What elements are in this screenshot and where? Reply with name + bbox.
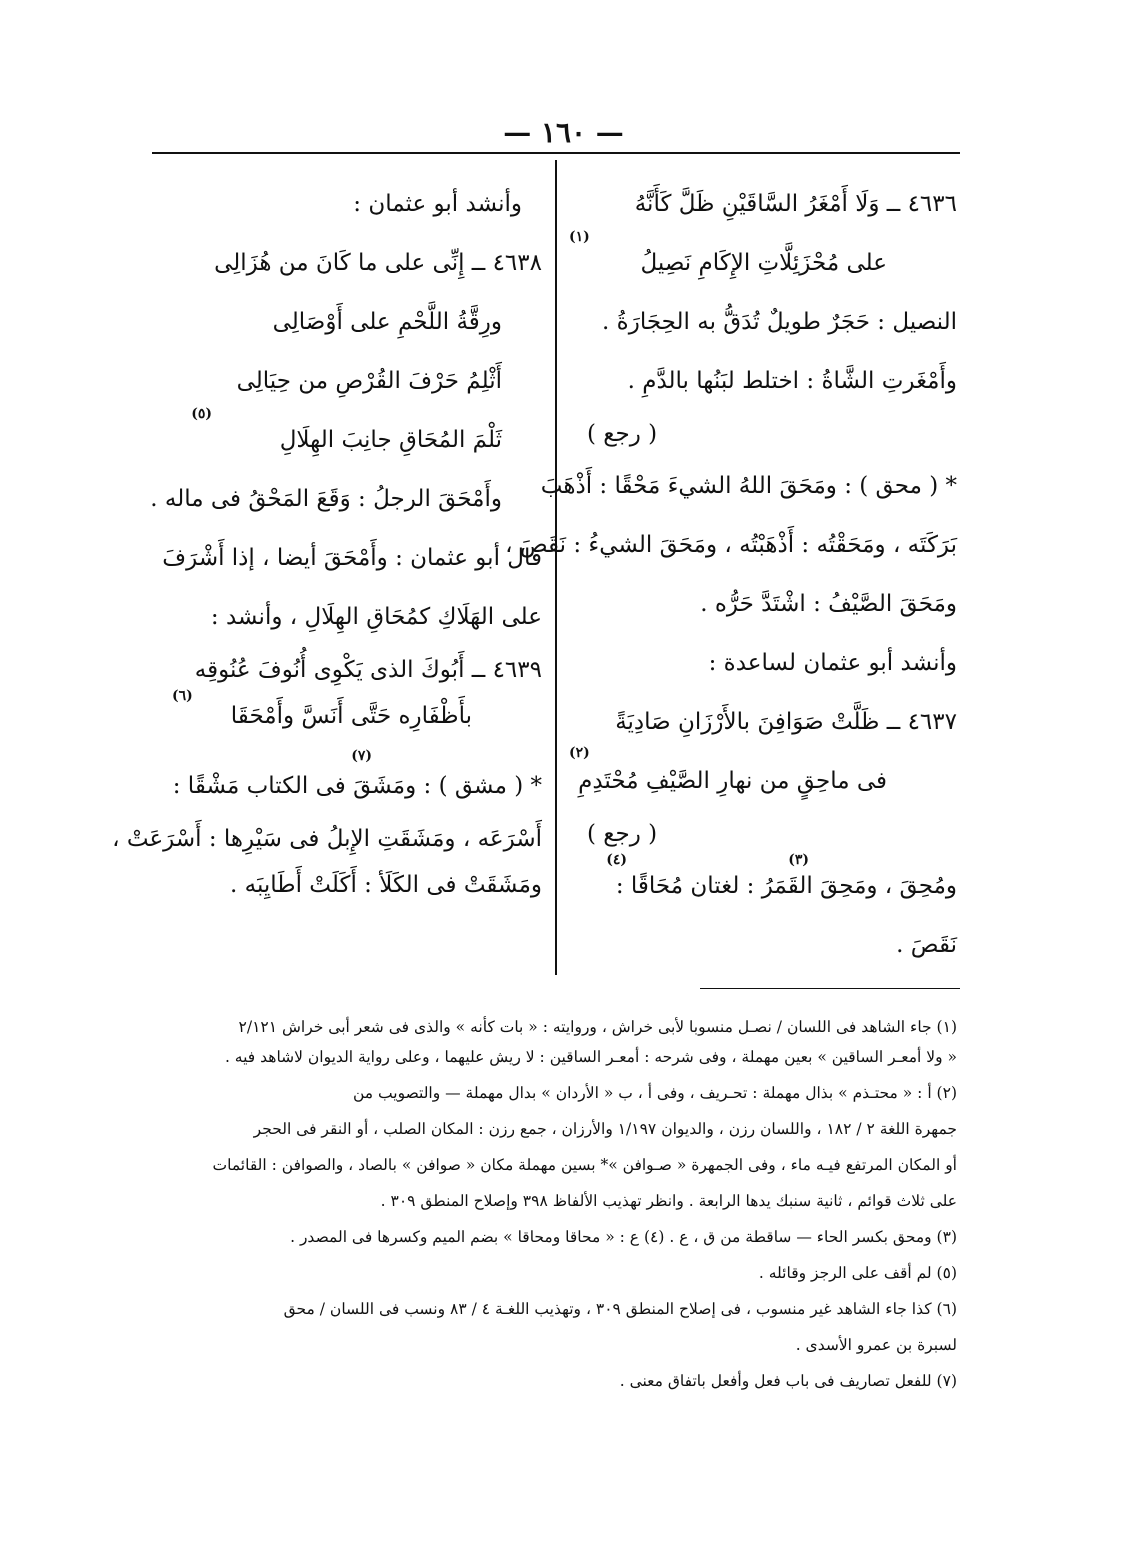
verse-4636-line-2 (569, 229, 957, 293)
header-rule (152, 152, 960, 154)
footnote-7: (٧) للفعل تصاريف فى باب فعل وأفعل باتفاق معنى . (619, 1372, 957, 1390)
verse-4636-line-1: ٤٦٣٦ ــ وَلَا أَمْغَرُ السَّاقَيْنِ ظَلَّ كَأَنَّهُ (634, 191, 957, 217)
footnote-mark-1: (١) (569, 229, 590, 245)
text-line: وأَمْغَرتِ الشَّاةُ : اختلط لبَنُها بالدَّمِ . (627, 368, 957, 394)
page-number: — ١٦٠ — (503, 116, 624, 149)
right-column (505, 175, 957, 975)
section-marker: ( رجع ) (587, 821, 658, 847)
footnote-3-4: (٣) ومحق بكسر الحاء — ساقطة من ق ، ع . (٤) ع : « محاقا ومحاقا » بضم الميم وكسرها فى المصدر . (290, 1228, 957, 1246)
verse-4638-line-1: ٤٦٣٨ ــ إِنِّى على ما كَانَ من هُزَالِى (214, 250, 542, 276)
footnote-mark-6: (٦) (172, 688, 193, 704)
verse-4637-line-1: ٤٦٣٧ ــ ظَلَّتْ صَوَافِنَ بالأَرْزَانِ صَادِيَةً (615, 709, 957, 735)
text-line: وأَمْحَقَ الرجلُ : وَقَعَ المَحْقُ فى ماله . (150, 486, 502, 512)
footnote-6-line-1: (٦) كذا جاء الشاهد غير منسوب ، فى إصلاح المنطق ٣٠٩ ، وتهذيب اللغـة ٤ / ٨٣ ونسب فى اللسان / محق (283, 1300, 957, 1318)
entry-heading-mshq (152, 748, 542, 816)
footnote-6-line-2: لسبرة بن عمرو الأسدى . (795, 1336, 957, 1354)
text-line: وأنشد أبو عثمان لساعدة : (708, 650, 957, 676)
text-line: على الهَلَاكِ كمُحَاقِ الهِلَالِ ، وأنشد : (210, 604, 542, 630)
text-line: ومَشَقَتْ فى الكَلَأ : أَكَلَتْ أَطَايِبَه . (230, 872, 542, 898)
footnote-mark-4: (٤) (606, 852, 627, 868)
footnote-5: (٥) لم أقف على الرجز وقائله . (758, 1264, 957, 1282)
text-line: أَسْرَعَه ، ومَشَقَتِ الإِبلُ فى سَيْرِها : أَسْرَعَتْ ، (112, 826, 542, 852)
line-text: * ( مشق ) : ومَشَقَ فى الكتاب مَشْقًا : (172, 773, 542, 799)
footnote-rule (700, 988, 960, 989)
text-line: ومَحَقَ الصَّيْفُ : اشْتَدَّ حَرُّه . (700, 591, 957, 617)
verse-4638-line-4 (152, 406, 542, 470)
footnote-mark-2: (٢) (569, 745, 590, 761)
text-line: قال أبو عثمان : وأَمْحَقَ أيضا ، إذا أَشْرَفَ (162, 545, 542, 571)
verse-4637-line-2 (569, 745, 957, 811)
footnote-2-line-2: جمهرة اللغة ٢ / ١٨٢ ، واللسان رزن ، والديوان ١/١٩٧ والأرزان ، جمع رزن : المكان الصلب ، أو النقر فى الحجر (253, 1120, 957, 1138)
text-line: النصيل : حَجَرٌ طويلٌ تُدَقُّ به الحِجَارَةُ . (602, 309, 957, 335)
section-marker: ( رجع ) (587, 421, 658, 447)
footnote-1-line-1: (١) جاء الشاهد فى اللسان / نصـل منسوبا لأبى خراش ، وروايته : « بات كأنه » والذى فى شعر أبى خراش ٢/١٢١ (238, 1018, 957, 1036)
verse-4639-line-1: ٤٦٣٩ ــ أَبُوكَ الذى يَكْوِى أُنُوفَ عُنُوقِه (194, 657, 542, 683)
left-column (112, 175, 542, 908)
footnote-2-line-4: على ثلاث قوائم ، ثانية سنبك يدها الرابعة . وانظر تهذيب الألفاظ ٣٩٨ وإصلاح المنطق ٣٠٩ . (380, 1192, 957, 1210)
entry-heading-mhq: * ( محق ) : ومَحَقَ اللهُ الشيءَ مَحْقًا : أَذْهَبَ (540, 473, 957, 499)
verse-text: ثَلْمَ المُحَاقِ جانِبَ الهِلَالِ (279, 427, 502, 453)
footnote-mark-7: (٧) (351, 748, 372, 764)
footnote-1-line-2: « ولا أمعـر الساقين » بعين مهملة ، وفى شرحه : أمعـر الساقين : لا ريش عليهما ، وعلى رواية الديوان لاشاهد فيه . (224, 1048, 957, 1066)
text-line (577, 852, 957, 916)
verse-text: على مُحْزَئِلَّاتِ الإِكَامِ نَصِيلُ (640, 250, 887, 276)
text-line: وأنشد أبو عثمان : (353, 191, 522, 217)
line-text: ومُحِقَ ، ومَحِقَ القَمَرُ : لغتان مُحَاقًا : (615, 873, 957, 899)
verse-4638-line-2: ورِقَّةُ اللَّحْمِ على أَوْصَالِى (272, 309, 502, 335)
footnote-2-line-1: (٢) أ : « محتـذم » بذال مهملة : تحـريف ، وفى أ ، ب « الأردان » بدال مهملة — والتصويب من (353, 1084, 957, 1102)
text-line: بَرَكَتَه ، ومَحَقْتُه : أَذْهَبْتُه ، ومَحَقَ الشيءُ : نَقَصَ ، (505, 532, 957, 558)
verse-text: بأَظْفَارِه حَتَّى أَنَسَّ وأَمْحَقَا (230, 703, 472, 729)
footnote-mark-5: (٥) (191, 406, 212, 422)
text-line: نَقَصَ . (896, 932, 957, 958)
verse-4638-line-3: أَثْلِمُ حَرْفَ القُرْصِ من حِيَالِى (236, 368, 502, 394)
footnotes (157, 1012, 957, 1396)
verse-text: فى ماحِقٍ من نهارِ الصَّيْفِ مُحْتَدِمِ (578, 768, 887, 794)
footnote-mark-3: (٣) (788, 852, 809, 868)
footnote-2-line-3: أو المكان المرتفع فيـه ماء ، وفى الجمهرة « صـوافن »* بسين مهملة مكان « صوافن » بالصاد ، والصوافن : القائمات (212, 1156, 957, 1174)
verse-4639-line-2 (152, 688, 542, 739)
